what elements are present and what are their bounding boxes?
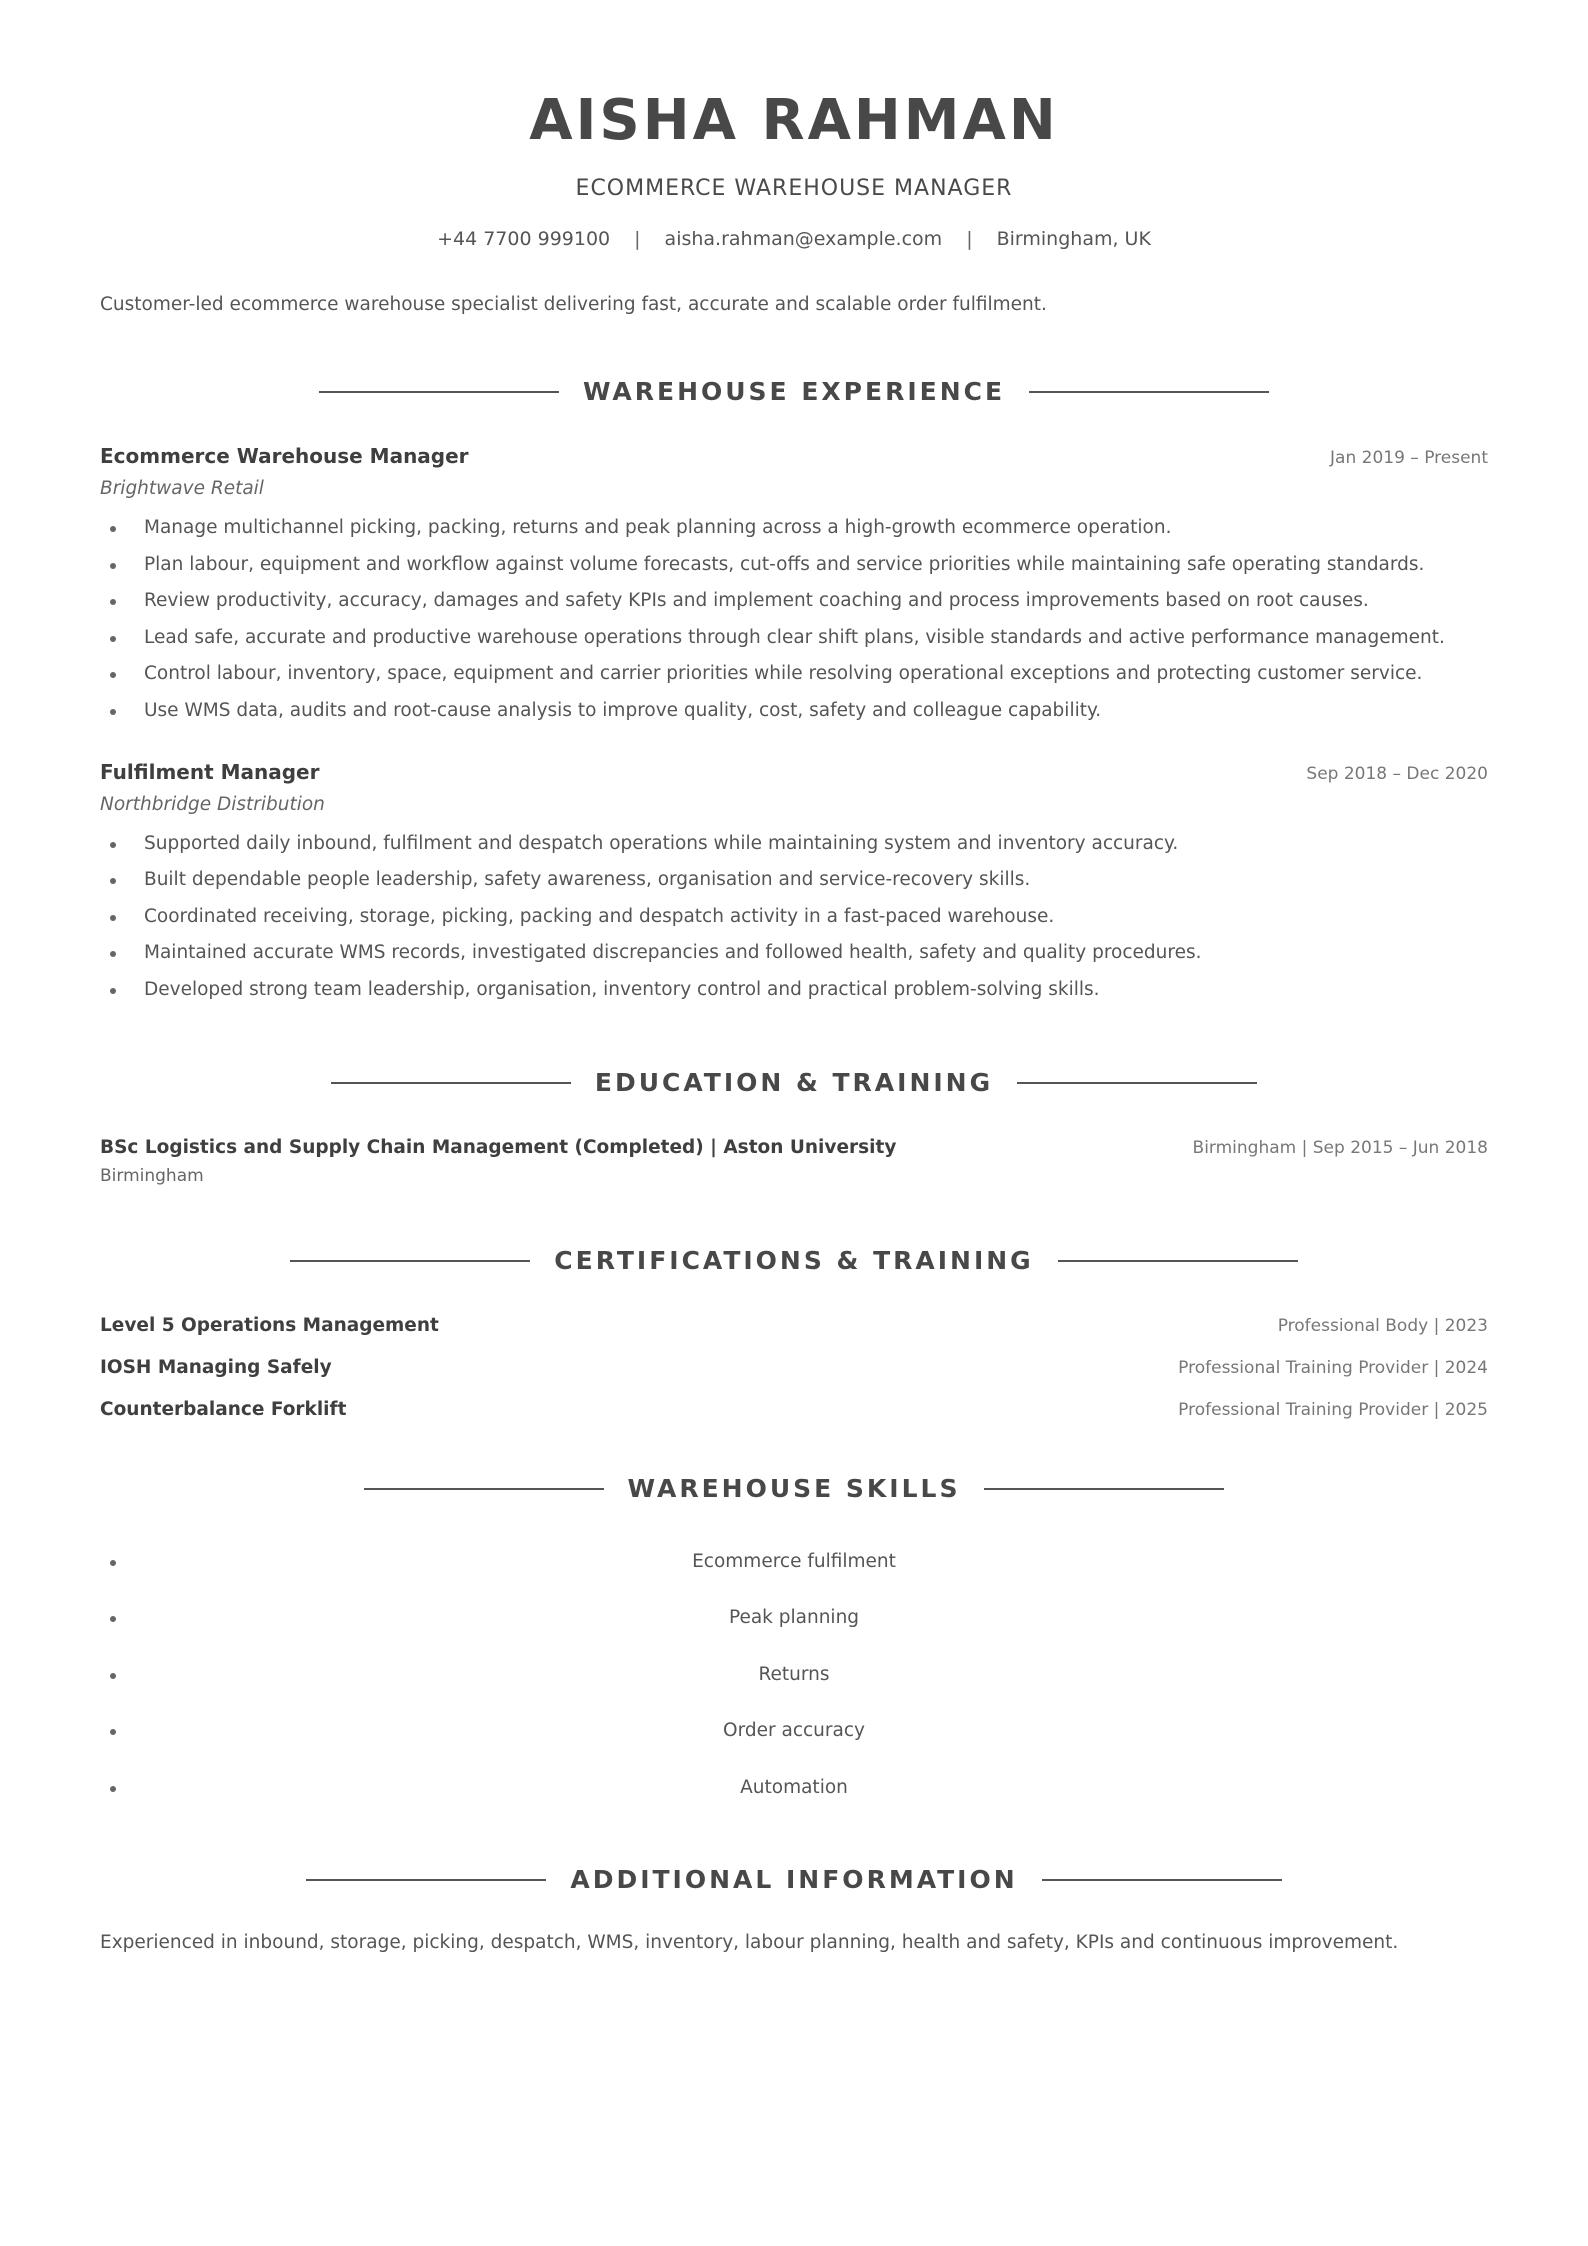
heading-rule <box>331 1082 571 1084</box>
bullet-item: Control labour, inventory, space, equipment and carrier priorities while resolving operational exceptions and protecting customer service. <box>100 656 1488 693</box>
heading-rule <box>1017 1082 1257 1084</box>
heading-rule <box>984 1488 1224 1490</box>
job-title: Ecommerce Warehouse Manager <box>100 444 469 468</box>
heading-rule <box>1029 391 1269 393</box>
certification-meta: Professional Training Provider | 2024 <box>1178 1357 1488 1378</box>
bullet-item: Lead safe, accurate and productive warehouse operations through clear shift plans, visible standards and active performance management. <box>100 620 1488 657</box>
section-heading-experience <box>100 376 1488 408</box>
bullet-item: Plan labour, equipment and workflow against volume forecasts, cut-offs and service priorities while maintaining safe operating standards. <box>100 547 1488 584</box>
job-entry <box>100 758 1488 1009</box>
education-entry <box>100 1135 1488 1187</box>
contact-separator: | <box>966 228 973 250</box>
certification-item <box>100 1397 1488 1439</box>
company-name: Brightwave Retail <box>100 478 264 499</box>
section-title: ADDITIONAL INFORMATION <box>570 1864 1018 1894</box>
bullet-item: Maintained accurate WMS records, investigated discrepancies and followed health, safety and quality procedures. <box>100 935 1488 972</box>
skill-item: Automation <box>100 1775 1488 1832</box>
company-name: Northbridge Distribution <box>100 793 325 815</box>
heading-rule <box>319 391 559 393</box>
heading-rule <box>1042 1879 1282 1881</box>
certification-item <box>100 1313 1488 1355</box>
certification-meta: Professional Training Provider | 2025 <box>1178 1399 1488 1420</box>
additional-information: Experienced in inbound, storage, picking, despatch, WMS, inventory, labour planning, health and safety, KPIs and continuous improvement. <box>100 1931 1399 1953</box>
education-location: Birmingham <box>100 1165 204 1186</box>
job-entry <box>100 442 1488 730</box>
heading-rule <box>364 1488 604 1490</box>
job-bullets <box>100 510 1488 730</box>
bullet-item: Manage multichannel picking, packing, returns and peak planning across a high-growth ecommerce operation. <box>100 510 1488 547</box>
certification-name: Counterbalance Forklift <box>100 1398 347 1420</box>
candidate-role: ECOMMERCE WAREHOUSE MANAGER <box>575 176 1013 201</box>
section-title: EDUCATION & TRAINING <box>594 1067 994 1097</box>
heading-rule <box>1058 1260 1298 1262</box>
job-dates: Sep 2018 – Dec 2020 <box>1306 763 1488 784</box>
bullet-item: Developed strong team leadership, organisation, inventory control and practical problem-solving skills. <box>100 972 1488 1009</box>
skill-item: Peak planning <box>100 1605 1488 1662</box>
job-bullets <box>100 826 1488 1009</box>
skills-list <box>100 1549 1488 1832</box>
heading-rule <box>306 1879 546 1881</box>
education-meta: Birmingham | Sep 2015 – Jun 2018 <box>1192 1137 1488 1158</box>
section-heading-education <box>100 1067 1488 1099</box>
contact-separator: | <box>634 228 641 250</box>
bullet-item: Use WMS data, audits and root-cause analysis to improve quality, cost, safety and colleague capability. <box>100 693 1488 730</box>
job-title: Fulfilment Manager <box>100 759 320 784</box>
certification-item <box>100 1355 1488 1397</box>
section-heading-skills <box>100 1473 1488 1505</box>
candidate-name: AISHA RAHMAN <box>529 88 1059 153</box>
certification-meta: Professional Body | 2023 <box>1277 1315 1488 1336</box>
skill-item: Ecommerce fulfilment <box>100 1549 1488 1606</box>
skill-item: Returns <box>100 1662 1488 1719</box>
job-dates: Jan 2019 – Present <box>1330 448 1488 468</box>
phone-number: +44 7700 999100 <box>437 228 611 250</box>
degree-title: BSc Logistics and Supply Chain Management (Completed) | Aston University <box>100 1136 897 1158</box>
section-title: WAREHOUSE EXPERIENCE <box>582 377 1006 406</box>
certification-name: Level 5 Operations Management <box>100 1314 439 1336</box>
skill-item: Order accuracy <box>100 1718 1488 1775</box>
section-heading-additional <box>100 1864 1488 1896</box>
certification-list <box>100 1313 1488 1439</box>
location: Birmingham, UK <box>996 228 1151 250</box>
contact-line <box>100 226 1488 252</box>
bullet-item: Built dependable people leadership, safety awareness, organisation and service-recovery skills. <box>100 862 1488 899</box>
section-title: CERTIFICATIONS & TRAINING <box>554 1245 1034 1275</box>
bullet-item: Supported daily inbound, fulfilment and despatch operations while maintaining system and inventory accuracy. <box>100 826 1488 863</box>
section-heading-certifications <box>100 1245 1488 1277</box>
email-address: aisha.rahman@example.com <box>664 228 943 250</box>
bullet-item: Review productivity, accuracy, damages and safety KPIs and implement coaching and process improvements based on root causes. <box>100 583 1488 620</box>
bullet-item: Coordinated receiving, storage, picking, packing and despatch activity in a fast-paced warehouse. <box>100 899 1488 936</box>
certification-name: IOSH Managing Safely <box>100 1356 332 1378</box>
section-title: WAREHOUSE SKILLS <box>627 1473 961 1503</box>
heading-rule <box>290 1260 530 1262</box>
summary: Customer-led ecommerce warehouse specialist delivering fast, accurate and scalable order fulfilment. <box>100 294 1047 315</box>
